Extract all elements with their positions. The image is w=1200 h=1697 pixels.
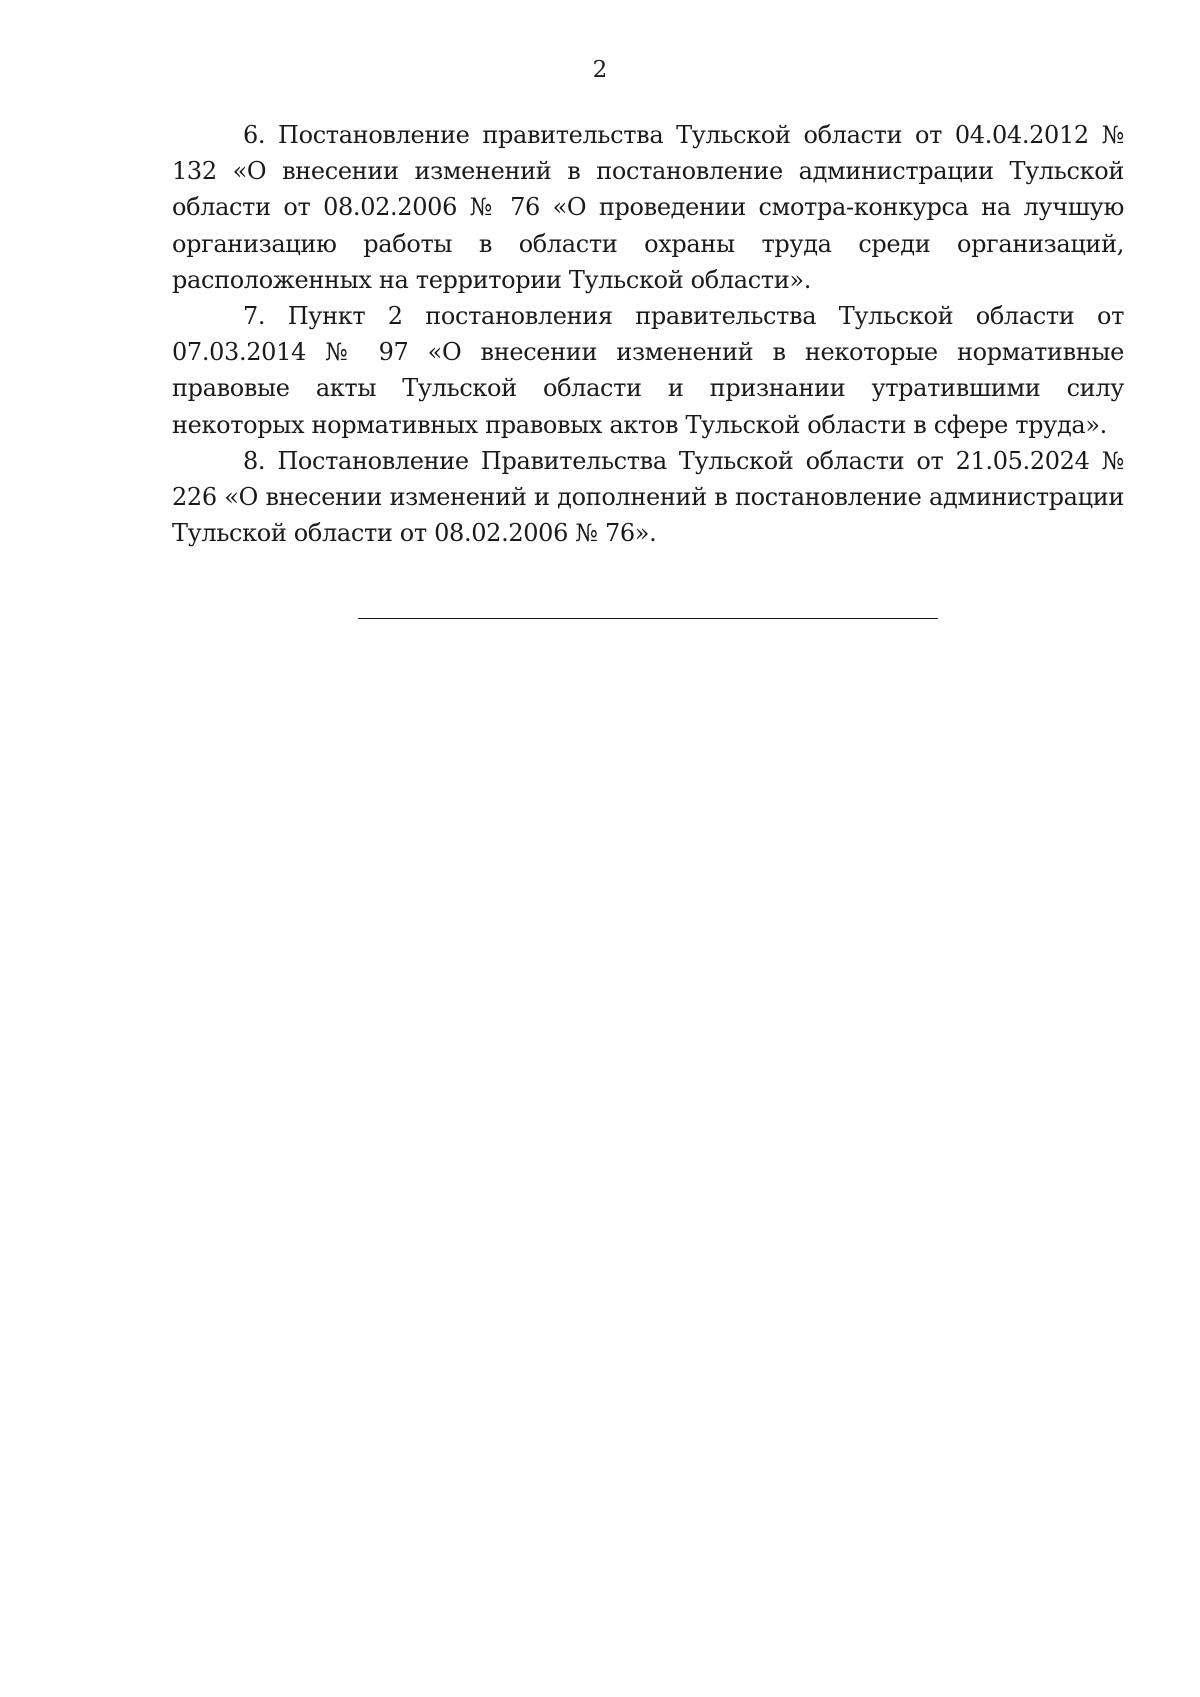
document-body — [172, 117, 1124, 551]
paragraph-item-7: 7. Пункт 2 постановления правительства Тульской области от 07.03.2014 № 97 «О внесении изменений в некоторые нормативные правовые акты Тульской области и признании утратившими силу некоторых нормативных правовых актов Тульской области в сфере труда». — [172, 302, 1124, 439]
paragraph-item-6: 6. Постановление правительства Тульской области от 04.04.2012 № 132 «О внесении изменений в постановление администрации Тульской области от 08.02.2006 № 76 «О проведении смотра-конкурса на лучшую организацию работы в области охраны труда среди организаций, расположенных на территории Тульской области». — [172, 121, 1124, 294]
paragraph-item-8: 8. Постановление Правительства Тульской области от 21.05.2024 № 226 «О внесении изменений и дополнений в постановление администрации Тульской области от 08.02.2006 № 76». — [172, 446, 1124, 548]
page-number: 2 — [592, 57, 608, 83]
closing-divider — [358, 618, 938, 619]
